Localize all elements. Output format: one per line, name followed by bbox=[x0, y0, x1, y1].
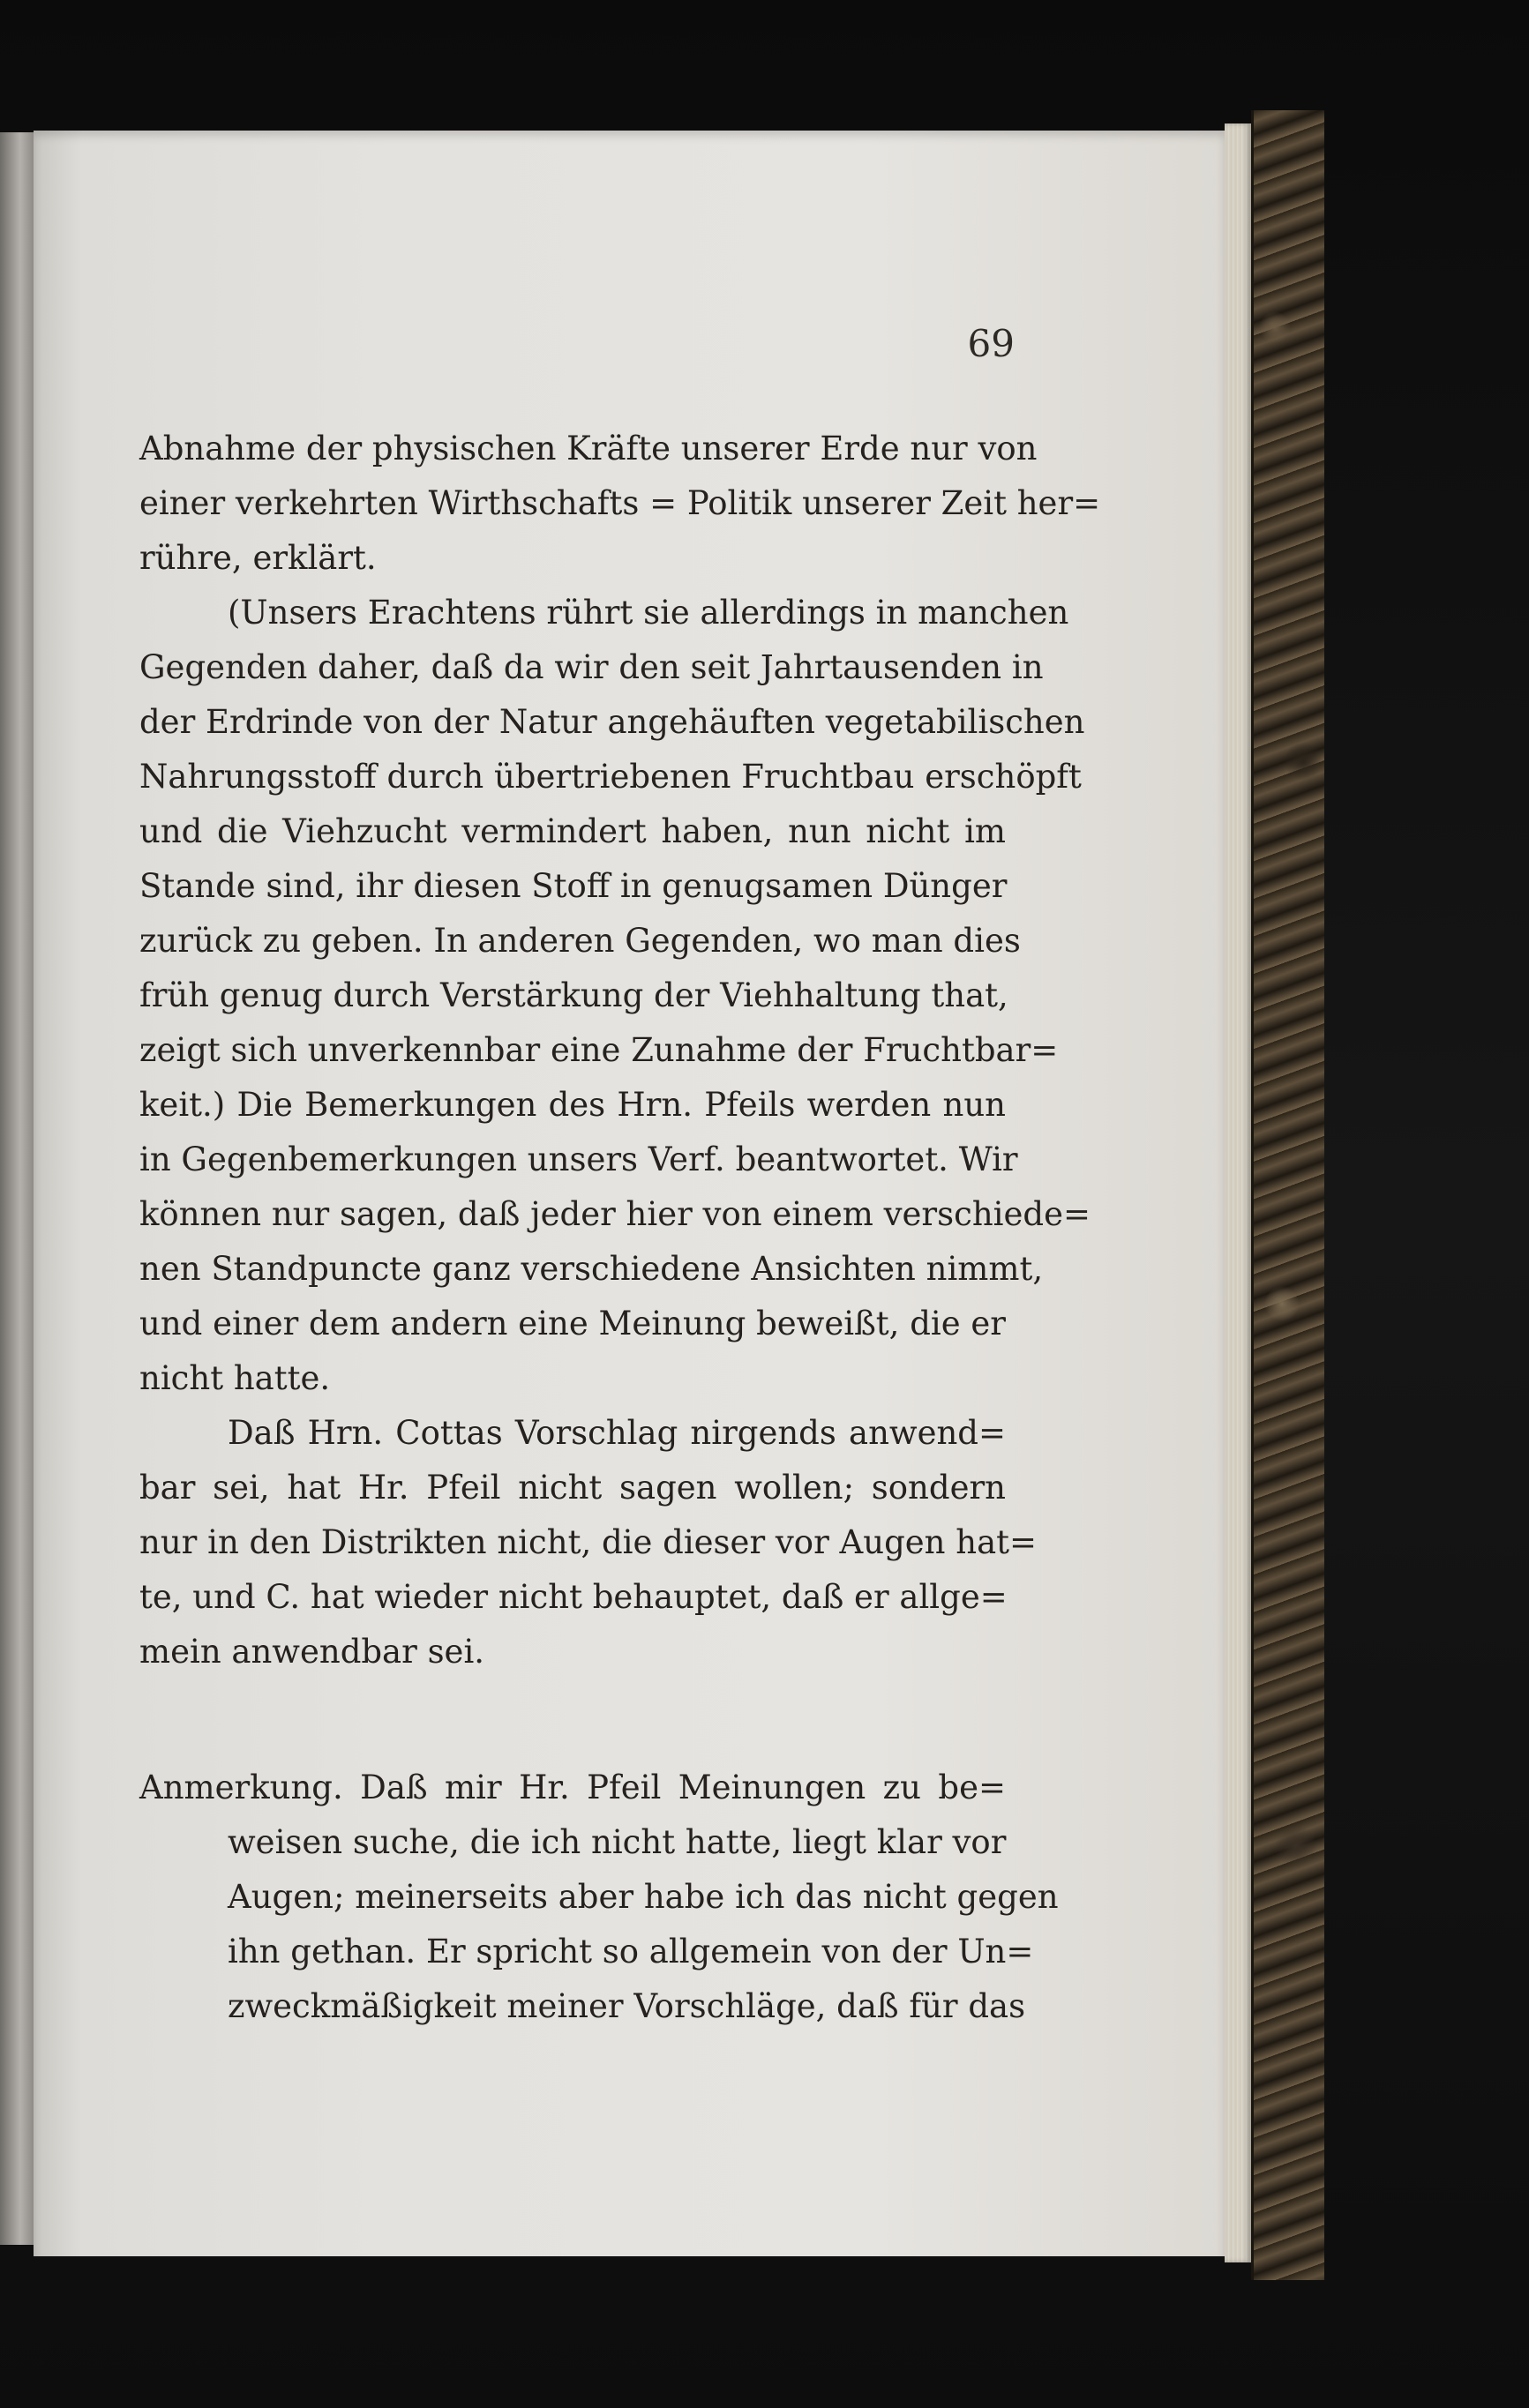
text-line: und einer dem andern eine Meinung beweißt, die er bbox=[139, 1305, 1006, 1342]
text-line: te, und C. hat wieder nicht behauptet, daß er allge= bbox=[139, 1578, 1008, 1616]
text-line: können nur sagen, daß jeder hier von einem verschiede= bbox=[139, 1195, 1091, 1233]
text-line: mein anwendbar sei. bbox=[139, 1633, 485, 1671]
text-line: rühre, erklärt. bbox=[139, 539, 377, 577]
page-edges bbox=[1225, 123, 1251, 2262]
note-line: ihn gethan. Er spricht so allgemein von der Un= bbox=[228, 1933, 1034, 1971]
note-line: Augen; meinerseits aber habe ich das nicht gegen bbox=[228, 1878, 1059, 1916]
note-line: zweckmäßigkeit meiner Vorschläge, daß für das bbox=[228, 1987, 1026, 2025]
page-number: 69 bbox=[967, 322, 1015, 365]
text-line: Stande sind, ihr diesen Stoff in genugsamen Dünger bbox=[139, 867, 1008, 905]
text-line: zurück zu geben. In anderen Gegenden, wo man dies bbox=[139, 922, 1021, 960]
text-line: einer verkehrten Wirthschafts = Politik unserer Zeit her= bbox=[139, 484, 1101, 522]
text-line: nicht hatte. bbox=[139, 1359, 331, 1397]
text-line: Gegenden daher, daß da wir den seit Jahrtausenden in bbox=[139, 648, 1044, 686]
text-line: bar sei, hat Hr. Pfeil nicht sagen wollen; sondern bbox=[139, 1469, 1006, 1507]
section-gap bbox=[139, 1679, 1006, 1761]
previous-page-edge bbox=[0, 132, 34, 2245]
text-line: Daß Hrn. Cottas Vorschlag nirgends anwend= bbox=[228, 1414, 1006, 1452]
text-line: früh genug durch Verstärkung der Viehhaltung that, bbox=[139, 976, 1008, 1014]
text-line: und die Viehzucht vermindert haben, nun nicht im bbox=[139, 812, 1006, 850]
note-line: Anmerkung. Daß mir Hr. Pfeil Meinungen zu be= bbox=[139, 1769, 1006, 1806]
text-line: zeigt sich unverkennbar eine Zunahme der Fruchtbar= bbox=[139, 1031, 1059, 1069]
text-line: Nahrungsstoff durch übertriebenen Fruchtbau erschöpft bbox=[139, 758, 1082, 796]
text-line: Abnahme der physischen Kräfte unserer Erde nur von bbox=[139, 430, 1038, 467]
text-line: der Erdrinde von der Natur angehäuften vegetabilischen bbox=[139, 703, 1085, 741]
marbled-cover bbox=[1251, 110, 1324, 2280]
text-line: nur in den Distrikten nicht, die dieser vor Augen hat= bbox=[139, 1523, 1037, 1561]
text-line: nen Standpuncte ganz verschiedene Ansichten nimmt, bbox=[139, 1250, 1044, 1288]
body-text bbox=[139, 422, 1101, 2034]
text-line: (Unsers Erachtens rührt sie allerdings in manchen bbox=[228, 594, 1069, 632]
text-line: in Gegenbemerkungen unsers Verf. beantwortet. Wir bbox=[139, 1140, 1018, 1178]
note-line: weisen suche, die ich nicht hatte, liegt klar vor bbox=[228, 1823, 1007, 1861]
text-line: keit.) Die Bemerkungen des Hrn. Pfeils werden nun bbox=[139, 1086, 1006, 1124]
